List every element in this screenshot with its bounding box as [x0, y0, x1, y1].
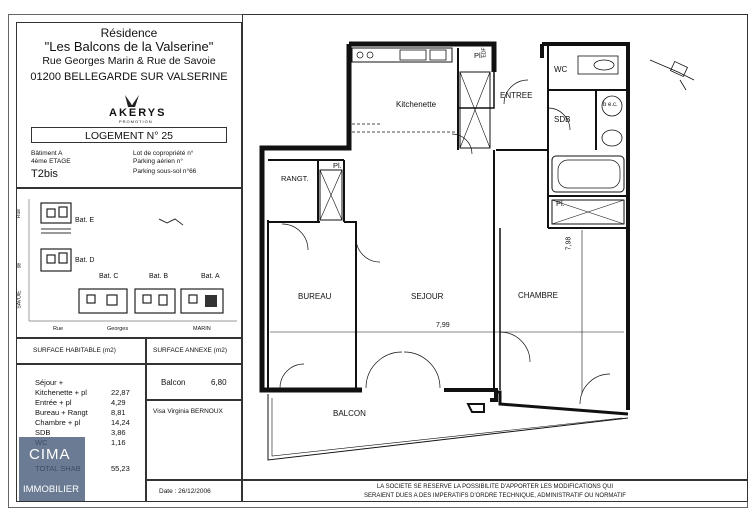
room-entree: ENTREE	[500, 91, 533, 100]
dimension-horizontal: 7,99	[436, 322, 450, 329]
surface-row-label: SDB	[35, 428, 51, 437]
legal-note-line1: LA SOCIETE SE RESERVE LA POSSIBILITE D'APPORTER LES MODIFICATIONS QUI	[376, 484, 614, 490]
surface-annexe-header: SURFACE ANNEXE (m2)	[146, 338, 242, 364]
street-savoie-left: SAVOIE	[16, 290, 23, 309]
surface-habitable-header: SURFACE HABITABLE (m2)	[16, 338, 146, 364]
street-georges-bottom: Georges	[107, 326, 129, 332]
surface-row-value: 8,81	[111, 408, 126, 417]
placard-chambre: Pl.	[556, 199, 565, 208]
city: 01200 BELLEGARDE SUR VALSERINE	[30, 71, 228, 83]
watermark-line2: IMMOBILIER	[23, 484, 79, 495]
bat-b-label: Bat. B	[149, 273, 169, 280]
surface-row-value: 1,16	[111, 438, 126, 447]
annexe-label: Balcon	[161, 378, 186, 387]
room-balcon: BALCON	[333, 409, 366, 418]
residence-label: Résidence	[100, 26, 158, 40]
bat-a-label: Bat. A	[201, 273, 220, 280]
brand-name: AKERYS	[109, 107, 167, 119]
surface-row-label: Kitchenette + pl	[35, 388, 87, 397]
surface-row-label: Entrée + pl	[35, 398, 72, 407]
batiment: Bâtiment A	[31, 150, 63, 157]
lot-copropriete: Lot de copropriété n°	[133, 150, 194, 157]
dimension-vertical: 7,98	[565, 236, 573, 251]
etage: 4ème ETAGE	[31, 158, 71, 165]
surface-row-label: Séjour +	[35, 378, 64, 387]
legal-note-line2: SERAIENT DUES A DES IMPERATIFS D'ORDRE TECHNIQUE, ADMINISTRATIF OU NORMATIF	[364, 493, 626, 499]
total-value: 55,23	[111, 464, 130, 473]
residence-name: "Les Balcons de la Valserine"	[44, 39, 214, 54]
bat-d-label: Bat. D	[75, 257, 95, 264]
surface-row-label: Bureau + Rangt	[35, 408, 88, 417]
bec-label: b e.c.	[603, 102, 618, 108]
surface-row-value: 22,87	[111, 388, 130, 397]
room-kitchenette: Kitchenette	[396, 100, 437, 109]
parking-aerien: Parking aérien n°	[133, 158, 183, 165]
room-chambre: CHAMBRE	[518, 291, 559, 300]
surface-row-label: Chambre + pl	[35, 418, 81, 427]
street-marin-bottom: MARIN	[193, 326, 211, 332]
room-bureau: BUREAU	[298, 292, 332, 301]
room-sejour: SEJOUR	[411, 292, 444, 301]
edf-label: EDF	[481, 47, 488, 58]
bat-e-label: Bat. E	[75, 217, 95, 224]
room-sdb: SDB	[554, 115, 571, 124]
placard-rangt: Pl.	[333, 161, 342, 170]
watermark-line1: CIMA	[29, 446, 71, 463]
surface-row-value: 14,24	[111, 418, 130, 427]
parking-sous-sol: Parking sous-sol n°66	[133, 168, 197, 175]
room-rangt: RANGT.	[281, 174, 309, 183]
brand-sub: PROMOTION	[119, 119, 153, 124]
street-address: Rue Georges Marin & Rue de Savoie	[42, 55, 216, 67]
street-rue-bottom: Rue	[53, 326, 64, 332]
legal-note-box	[242, 480, 748, 502]
street-rue-left: Rue	[16, 208, 23, 219]
logement-type: T2bis	[31, 168, 58, 180]
date-text: Date : 26/12/2006	[159, 488, 211, 495]
visa-text: Visa Virginia BERNOUX	[153, 408, 223, 415]
surface-row-value: 4,29	[111, 398, 126, 407]
annexe-value: 6,80	[211, 378, 227, 387]
bat-c-label: Bat. C	[99, 273, 119, 280]
surface-row-value: 3,86	[111, 428, 126, 437]
room-wc: WC	[554, 65, 568, 74]
placard-entree: Pl.	[474, 51, 483, 60]
street-de-left: de	[16, 262, 23, 269]
logement-title: LOGEMENT N° 25	[31, 127, 227, 143]
